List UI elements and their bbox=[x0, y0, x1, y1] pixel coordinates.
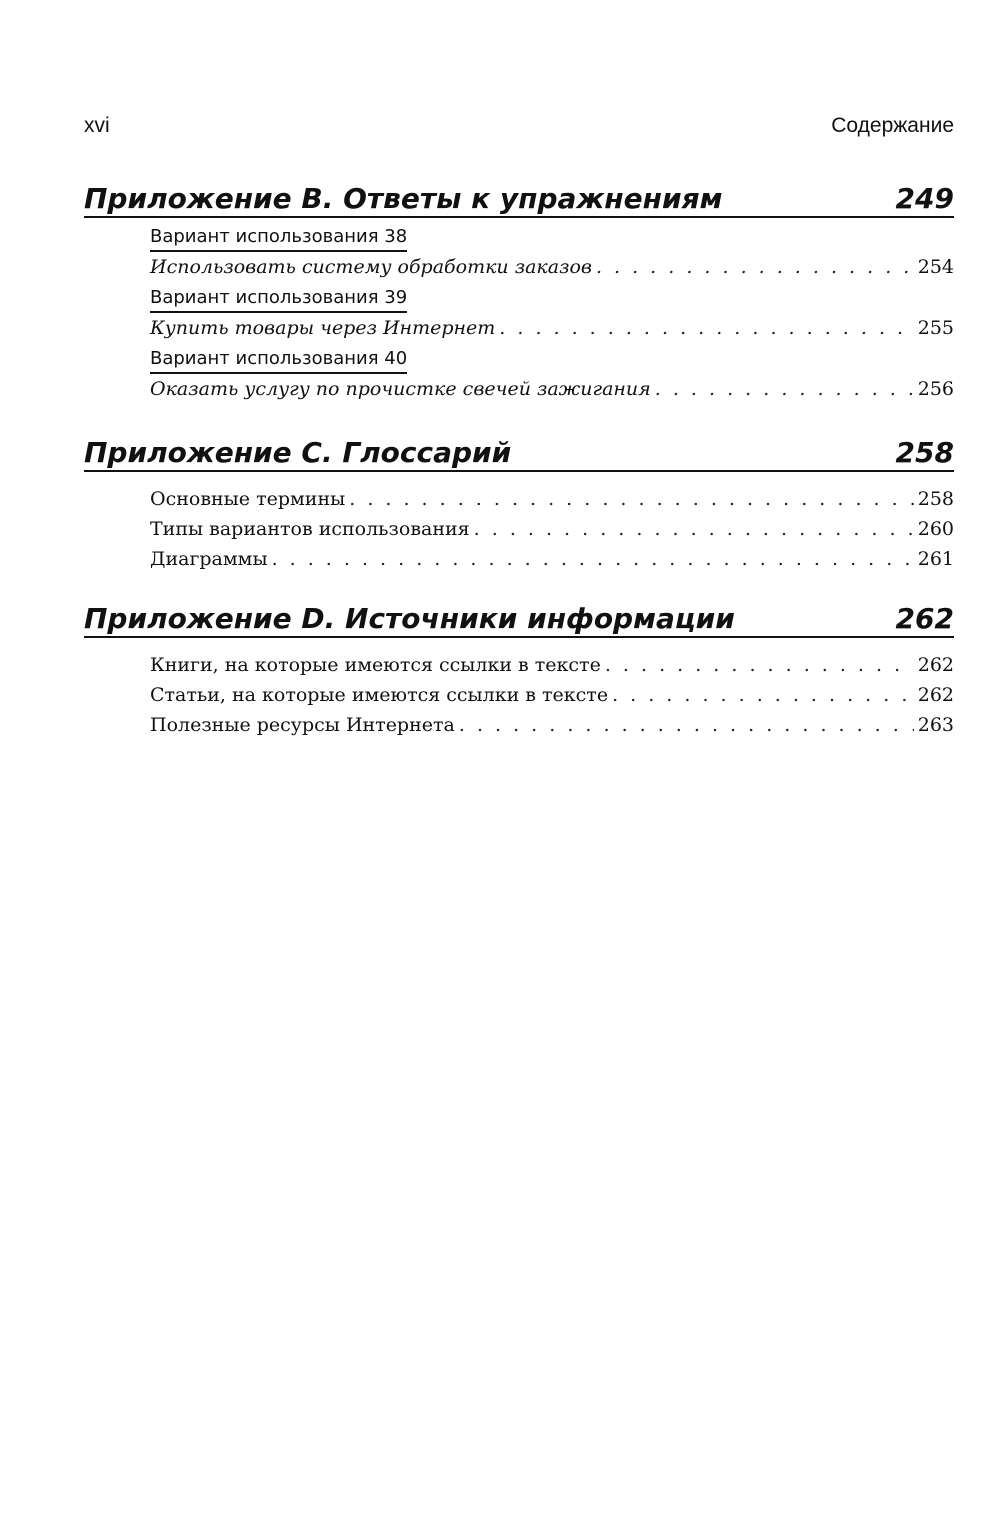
toc-entry[interactable] bbox=[150, 252, 954, 282]
toc-entry-page: 260 bbox=[917, 518, 954, 540]
toc-entries bbox=[150, 484, 954, 574]
appendix-b bbox=[84, 178, 954, 408]
toc-entry-page: 261 bbox=[917, 548, 954, 570]
running-section-title: Содержание bbox=[831, 114, 954, 137]
toc-entry-title: Основные термины bbox=[150, 488, 346, 510]
appendix-c bbox=[84, 432, 954, 574]
toc-entries bbox=[150, 225, 954, 404]
toc-entry-page: 263 bbox=[917, 714, 954, 736]
toc-entry-title: Статьи, на которые имеются ссылки в тексте bbox=[150, 684, 609, 706]
toc-entry-title: Полезные ресурсы Интернета bbox=[150, 714, 455, 736]
toc-entry[interactable] bbox=[150, 544, 954, 574]
toc-entry-title: Использовать систему обработки заказов bbox=[150, 256, 592, 278]
use-case-label: Вариант использования 39 bbox=[150, 286, 407, 313]
toc-entry-page: 262 bbox=[917, 684, 954, 706]
use-case-block bbox=[150, 286, 954, 343]
use-case-block bbox=[150, 347, 954, 404]
appendix-title: Приложение D. Источники информации bbox=[84, 602, 735, 635]
appendix-page: 262 bbox=[895, 602, 954, 635]
page-number-label: xvi bbox=[84, 114, 110, 137]
appendix-page: 249 bbox=[895, 182, 954, 215]
dot-leader bbox=[474, 514, 914, 544]
toc-entry[interactable] bbox=[150, 313, 954, 343]
appendix-heading bbox=[84, 598, 954, 638]
appendix-title: Приложение С. Глоссарий bbox=[84, 436, 512, 469]
appendix-d bbox=[84, 598, 954, 740]
running-header bbox=[84, 114, 954, 144]
toc-entry-page: 258 bbox=[917, 488, 954, 510]
toc-entry-title: Оказать услугу по прочистке свечей зажигания bbox=[150, 378, 651, 400]
toc-entries bbox=[150, 650, 954, 740]
dot-leader bbox=[612, 680, 914, 710]
toc-entry-page: 262 bbox=[917, 654, 954, 676]
appendix-heading bbox=[84, 178, 954, 218]
dot-leader bbox=[655, 374, 914, 404]
toc-entry-title: Типы вариантов использования bbox=[150, 518, 470, 540]
toc-entry-title: Купить товары через Интернет bbox=[150, 317, 496, 339]
toc-entry[interactable] bbox=[150, 650, 954, 680]
toc-entry[interactable] bbox=[150, 514, 954, 544]
dot-leader bbox=[499, 313, 913, 343]
toc-entry[interactable] bbox=[150, 484, 954, 514]
toc-entry[interactable] bbox=[150, 374, 954, 404]
toc-entry-title: Диаграммы bbox=[150, 548, 268, 570]
dot-leader bbox=[459, 710, 914, 740]
toc-entry-page: 256 bbox=[917, 378, 954, 400]
toc-entry-title: Книги, на которые имеются ссылки в тексте bbox=[150, 654, 601, 676]
toc-entry[interactable] bbox=[150, 710, 954, 740]
dot-leader bbox=[272, 544, 914, 574]
appendix-page: 258 bbox=[895, 436, 954, 469]
dot-leader bbox=[605, 650, 914, 680]
dot-leader bbox=[596, 252, 914, 282]
toc-entry-page: 255 bbox=[917, 317, 954, 339]
dot-leader bbox=[349, 484, 914, 514]
use-case-block bbox=[150, 225, 954, 282]
toc-entry[interactable] bbox=[150, 680, 954, 710]
appendix-heading bbox=[84, 432, 954, 472]
use-case-label: Вариант использования 40 bbox=[150, 347, 407, 374]
toc-entry-page: 254 bbox=[917, 256, 954, 278]
appendix-title: Приложение В. Ответы к упражнениям bbox=[84, 182, 723, 215]
use-case-label: Вариант использования 38 bbox=[150, 225, 407, 252]
